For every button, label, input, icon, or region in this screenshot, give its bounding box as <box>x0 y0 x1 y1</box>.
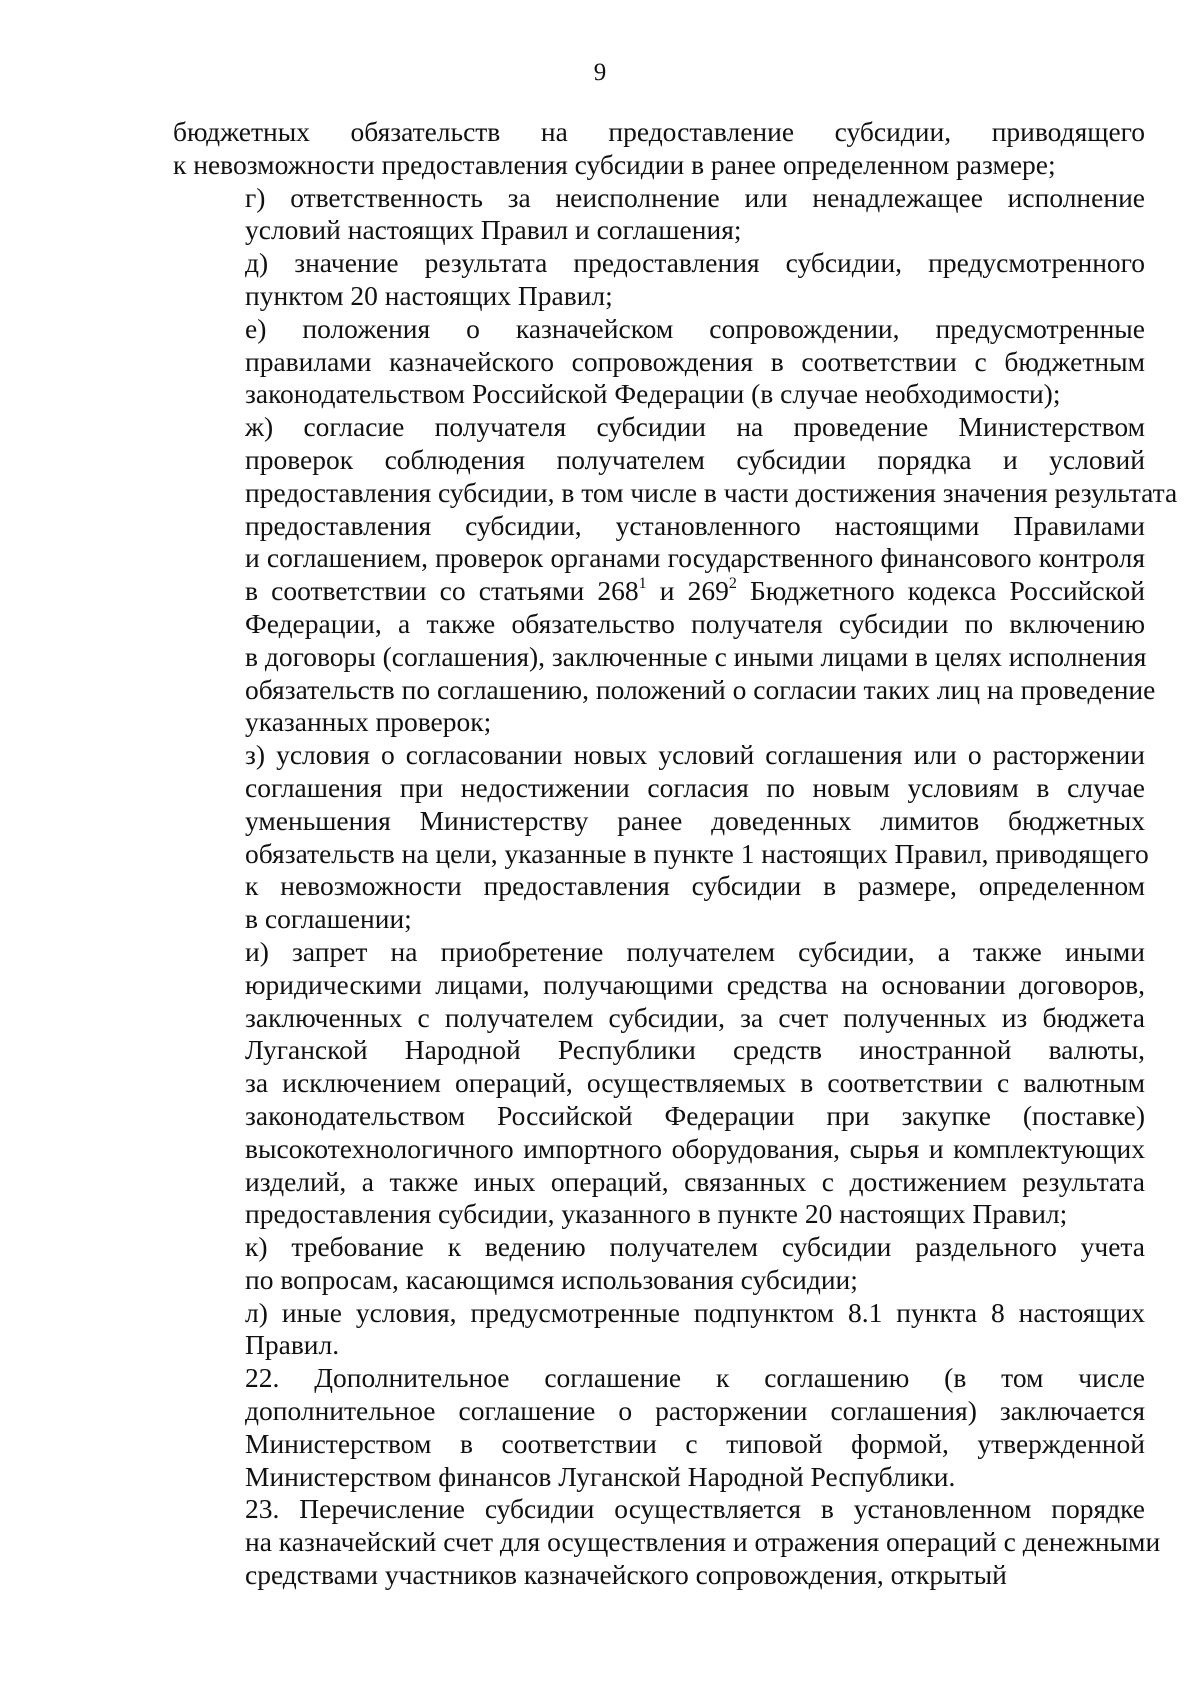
text-line: правилами казначейского сопровождения в соответствии с бюджетным <box>245 345 1145 377</box>
text-line: Министерством в соответствии с типовой формой, утвержденной <box>245 1427 1145 1459</box>
paragraph-k <box>173 1231 1145 1297</box>
paragraph-d <box>173 247 1145 313</box>
text-line: пунктом 20 настоящих Правил; <box>245 279 613 311</box>
text-line: дополнительное соглашение о расторжении соглашения) заключается <box>245 1395 1145 1427</box>
text-line: предоставления субсидии, установленного настоящими Правилами <box>245 509 1145 541</box>
text-line: в договоры (соглашения), заключенные с иными лицами в целях исполнения <box>245 640 1147 672</box>
page-number: 9 <box>593 59 607 86</box>
text-line: д) значение результата предоставления субсидии, предусмотренного <box>245 247 1145 279</box>
text-line: за исключением операций, осуществляемых в соответствии с валютным <box>245 1067 1145 1099</box>
text-line: Правил. <box>245 1329 340 1361</box>
paragraph-z <box>173 739 1149 936</box>
text-line: и соглашением, проверок органами государственного финансового контроля <box>245 542 1145 574</box>
text-line: к невозможности предоставления субсидии в размере, определенном <box>245 870 1145 902</box>
text-line: обязательств по соглашению, положений о согласии таких лиц на проведение <box>245 673 1156 705</box>
text-line: г) ответственность за неисполнение или ненадлежащее исполнение <box>245 181 1145 213</box>
text-line: на казначейский счет для осуществления и отражения операций с денежными <box>245 1526 1161 1558</box>
text-line: условий настоящих Правил и соглашения; <box>245 214 742 246</box>
text-fragment: Бюджетного кодекса Российской <box>736 575 1145 607</box>
paragraph-zh <box>173 411 1178 739</box>
text-line: к невозможности предоставления субсидии в ранее определенном размере; <box>173 148 1056 180</box>
text-line: к) требование к ведению получателем субсидии раздельного учета <box>245 1231 1145 1263</box>
text-line: уменьшения Министерству ранее доведенных лимитов бюджетных <box>245 804 1145 836</box>
text-line: соглашения при недостижении согласия по новым условиям в случае <box>245 771 1145 803</box>
text-line: заключенных с получателем субсидии, за счет полученных из бюджета <box>245 1001 1145 1033</box>
text-line: 22. Дополнительное соглашение к соглашению (в том числе <box>245 1362 1145 1394</box>
paragraph-p22 <box>173 1362 1145 1493</box>
superscript: 1 <box>638 575 647 593</box>
text-line: высокотехнологичного импортного оборудования, сырья и комплектующих <box>245 1132 1145 1164</box>
paragraph-p23 <box>173 1493 1161 1591</box>
text-line: предоставления субсидии, в том числе в части достижения значения результата <box>245 476 1178 508</box>
document-body <box>173 116 1178 1592</box>
text-line: законодательством Российской Федерации при закупке (поставке) <box>245 1099 1145 1131</box>
text-line: е) положения о казначейском сопровождении, предусмотренные <box>245 312 1145 344</box>
paragraph-i <box>173 936 1145 1231</box>
text-fragment: и 269 <box>646 575 729 607</box>
text-line: обязательств на цели, указанные в пункте 1 настоящих Правил, приводящего <box>245 837 1149 869</box>
text-line: средствами участников казначейского сопровождения, открытый <box>245 1559 1007 1591</box>
text-line: и) запрет на приобретение получателем субсидии, а также иными <box>245 935 1145 967</box>
text-fragment: в соответствии со статьями 268 <box>245 575 639 607</box>
superscript: 2 <box>728 575 737 593</box>
text-line: изделий, а также иных операций, связанных с достижением результата <box>245 1165 1145 1197</box>
text-line: Федерации, а также обязательство получателя субсидии по включению <box>245 607 1145 639</box>
paragraph-g <box>173 182 1145 248</box>
text-line: бюджетных обязательств на предоставление субсидии, приводящего <box>173 116 1145 147</box>
text-line: юридическими лицами, получающими средства на основании договоров, <box>245 968 1145 1000</box>
text-line: ж) согласие получателя субсидии на проведение Министерством <box>245 411 1145 443</box>
text-line: предоставления субсидии, указанного в пункте 20 настоящих Правил; <box>245 1198 1068 1230</box>
text-line: з) условия о согласовании новых условий соглашения или о расторжении <box>245 739 1145 771</box>
text-line: проверок соблюдения получателем субсидии порядка и условий <box>245 443 1145 475</box>
text-line: л) иные условия, предусмотренные подпунктом 8.1 пункта 8 настоящих <box>245 1296 1145 1328</box>
text-line: по вопросам, касающимся использования субсидии; <box>245 1263 858 1295</box>
text-line: Министерством финансов Луганской Народной Республики. <box>245 1460 956 1492</box>
text-line: 23. Перечисление субсидии осуществляется в установленном порядке <box>245 1493 1145 1525</box>
paragraph-cont <box>173 116 1145 182</box>
text-line: Луганской Народной Республики средств иностранной валюты, <box>245 1034 1145 1066</box>
text-line: указанных проверок; <box>245 706 492 738</box>
text-line: в соглашении; <box>245 903 412 935</box>
paragraph-l <box>173 1297 1145 1363</box>
text-line: законодательством Российской Федерации (в случае необходимости); <box>245 378 1061 410</box>
paragraph-e <box>173 313 1145 411</box>
text-line <box>173 575 1145 608</box>
